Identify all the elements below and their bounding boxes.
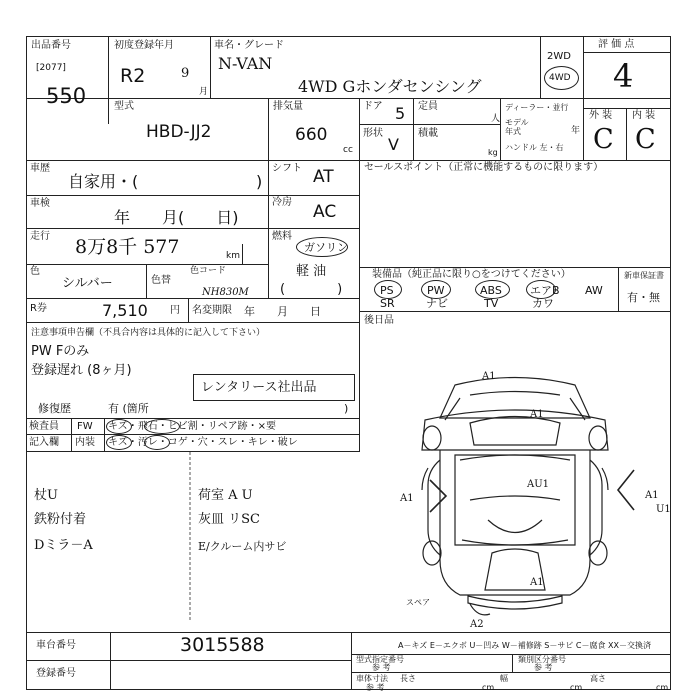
name-change-label: 名変期限 bbox=[192, 305, 232, 316]
warranty-value: 有・無 bbox=[627, 291, 660, 304]
equip-ps: PS bbox=[380, 284, 394, 297]
damage-legend: A－キズ E－エクボ U－凹み W－補修跡 S－サビ C－腐食 XX－交換済 bbox=[398, 641, 652, 650]
fw-text: キズ・飛石・ヒビ割・リペア跡・×要 bbox=[108, 421, 276, 432]
damage-note-3: Dミラ－A bbox=[34, 538, 93, 553]
color-code-value: NH830M bbox=[202, 287, 249, 298]
fuel-gasoline: ガソリン bbox=[304, 241, 348, 254]
disp-value: 660 bbox=[295, 125, 328, 145]
width-unit: cm bbox=[570, 683, 583, 692]
fw-label: FW bbox=[77, 421, 93, 432]
mark-a1-left: A1 bbox=[400, 493, 414, 504]
int-grade: C bbox=[635, 124, 656, 155]
length-label: 長さ bbox=[400, 674, 416, 683]
mark-a1-hood: A1 bbox=[530, 409, 544, 420]
class-label: 類別区分番号 bbox=[518, 655, 566, 664]
mark-a1-rear: A1 bbox=[530, 577, 544, 588]
lot-sub: [2077] bbox=[36, 63, 66, 73]
ac-label: 冷房 bbox=[272, 197, 292, 208]
color-code-label: 色コード bbox=[190, 266, 227, 276]
chassis-number: 3015588 bbox=[180, 634, 265, 656]
damage-note-1: 杖U bbox=[34, 488, 58, 503]
inspector-label-2: 記入欄 bbox=[29, 437, 59, 448]
equip-navi: ナビ bbox=[426, 297, 448, 310]
load-unit: kg bbox=[488, 148, 498, 157]
capacity-label: 定員 bbox=[418, 101, 438, 112]
shift-value: AT bbox=[313, 167, 334, 187]
ext-label: 外 装 bbox=[589, 110, 613, 121]
recycle-unit: 円 bbox=[170, 305, 180, 316]
drive-4wd: 4WD bbox=[549, 73, 571, 83]
name-change-value: 年 月 日 bbox=[244, 305, 321, 318]
mark-a1-right: A1 bbox=[645, 490, 659, 501]
color-swap-label: 色替 bbox=[151, 275, 171, 286]
history-label: 車歴 bbox=[30, 163, 50, 174]
type-ref: 参 考 bbox=[372, 663, 391, 672]
damage-note-6: E/クルーム内サビ bbox=[198, 540, 287, 553]
class-ref: 参 考 bbox=[534, 663, 553, 672]
notes-title: 注意事項申告欄（不具合内容は具体的に記入して下さい） bbox=[31, 328, 266, 338]
inspector-label-1: 検査員 bbox=[29, 421, 59, 432]
size-ref: 参 考 bbox=[366, 683, 385, 692]
after-goods-label: 後日品 bbox=[364, 315, 394, 326]
score-label: 評 価 点 bbox=[598, 39, 635, 50]
ext-grade: C bbox=[593, 124, 614, 155]
lot-label: 出品番号 bbox=[31, 40, 71, 51]
car-name: N-VAN bbox=[218, 54, 273, 73]
int-label: 内装 bbox=[75, 437, 95, 448]
reg-month-unit: 月 bbox=[199, 87, 209, 97]
door-label: ドア bbox=[363, 101, 383, 112]
mark-a2: A2 bbox=[470, 619, 484, 630]
equip-tv: TV bbox=[484, 297, 499, 310]
grade: 4WD Gホンダセンシング bbox=[298, 77, 482, 96]
width-label: 幅 bbox=[500, 674, 508, 683]
inspection-label: 車検 bbox=[30, 198, 50, 209]
model-year-label-1: モデル bbox=[505, 118, 529, 127]
fuel-paren: ( ) bbox=[280, 282, 343, 297]
door-value: 5 bbox=[395, 104, 406, 123]
load-label: 積載 bbox=[418, 128, 438, 139]
model-value: HBD-JJ2 bbox=[146, 122, 212, 142]
model-label: 型式 bbox=[114, 101, 134, 112]
chassis-label: 車台番号 bbox=[36, 640, 76, 651]
rental-stamp-text: レンタリース社出品 bbox=[201, 380, 317, 395]
mark-a1-top: A1 bbox=[482, 371, 496, 382]
int-text: キズ・汚レ・コゲ・穴・スレ・キレ・破レ bbox=[108, 437, 298, 448]
size-label: 車体寸法 bbox=[356, 674, 388, 683]
reg-era: R2 bbox=[120, 65, 146, 87]
sales-point-title: セールスポイント（正常に機能するものに限ります） bbox=[364, 162, 604, 173]
shape-label: 形状 bbox=[363, 128, 383, 139]
equip-leather: カワ bbox=[532, 297, 554, 310]
ac-value: AC bbox=[313, 202, 337, 222]
recycle-value: 7,510 bbox=[102, 301, 148, 320]
equipment-title: 装備品（純正品に限り○をつけてください） bbox=[372, 269, 571, 280]
shift-label: シフト bbox=[272, 163, 302, 174]
model-year-label-2: 年式 bbox=[505, 127, 521, 136]
notes-line-2: 登録遅れ (8ヶ月) bbox=[31, 363, 132, 378]
inspection-value: 年 月( 日) bbox=[114, 208, 239, 227]
int-label: 内 装 bbox=[632, 110, 656, 121]
history-value: 自家用・( bbox=[68, 172, 139, 191]
regno-label: 登録番号 bbox=[36, 668, 76, 679]
damage-note-2: 鉄粉付着 bbox=[34, 512, 87, 527]
length-unit: cm bbox=[482, 683, 495, 692]
repair-close: ) bbox=[344, 402, 349, 415]
type-label: 型式指定番号 bbox=[356, 655, 404, 664]
reg-label: 初度登録年月 bbox=[114, 40, 174, 51]
notes-line-1: PW Fのみ bbox=[31, 344, 90, 359]
damage-note-4: 荷室 A U bbox=[198, 488, 253, 503]
height-label: 高さ bbox=[590, 674, 606, 683]
mileage-unit: km bbox=[226, 251, 240, 261]
mark-au1: AU1 bbox=[527, 479, 550, 490]
disp-unit: cc bbox=[343, 145, 353, 155]
capacity-unit: 人 bbox=[491, 114, 501, 124]
repair-label: 修復歴 bbox=[38, 402, 71, 415]
handle-label: ハンドル 左・右 bbox=[505, 143, 564, 152]
history-close: ) bbox=[256, 172, 263, 191]
year-unit: 年 bbox=[571, 126, 581, 136]
damage-note-5: 灰皿 リSC bbox=[198, 512, 260, 527]
equip-aw: AW bbox=[585, 284, 603, 297]
reg-month: 9 bbox=[181, 66, 190, 81]
lot-number: 550 bbox=[46, 84, 87, 108]
mileage-label: 走行 bbox=[30, 231, 50, 242]
color-label: 色 bbox=[30, 266, 40, 277]
equip-airbag: エアB bbox=[530, 284, 560, 297]
color-value: シルバー bbox=[62, 276, 113, 291]
height-unit: cm bbox=[656, 683, 669, 692]
mileage-value: 8万8千 577 bbox=[75, 236, 180, 258]
fuel-diesel: 軽 油 bbox=[296, 264, 327, 279]
shape-value: V bbox=[388, 135, 399, 154]
mark-spare: スペア bbox=[406, 598, 430, 607]
score-value: 4 bbox=[613, 57, 634, 95]
dealer-label: ディーラー・並行 bbox=[505, 103, 569, 112]
repair-value: 有 (箇所 bbox=[108, 402, 149, 415]
mark-u1-right: U1 bbox=[656, 504, 671, 515]
equip-pw: PW bbox=[427, 284, 445, 297]
drive-2wd: 2WD bbox=[547, 51, 571, 62]
recycle-label: R券 bbox=[30, 303, 47, 314]
fuel-label: 燃料 bbox=[272, 231, 292, 242]
name-label: 車名・グレード bbox=[214, 40, 284, 51]
disp-label: 排気量 bbox=[273, 101, 303, 112]
warranty-label: 新車保証書 bbox=[624, 271, 664, 280]
equip-sr: SR bbox=[380, 297, 395, 310]
equip-abs: ABS bbox=[480, 284, 502, 297]
